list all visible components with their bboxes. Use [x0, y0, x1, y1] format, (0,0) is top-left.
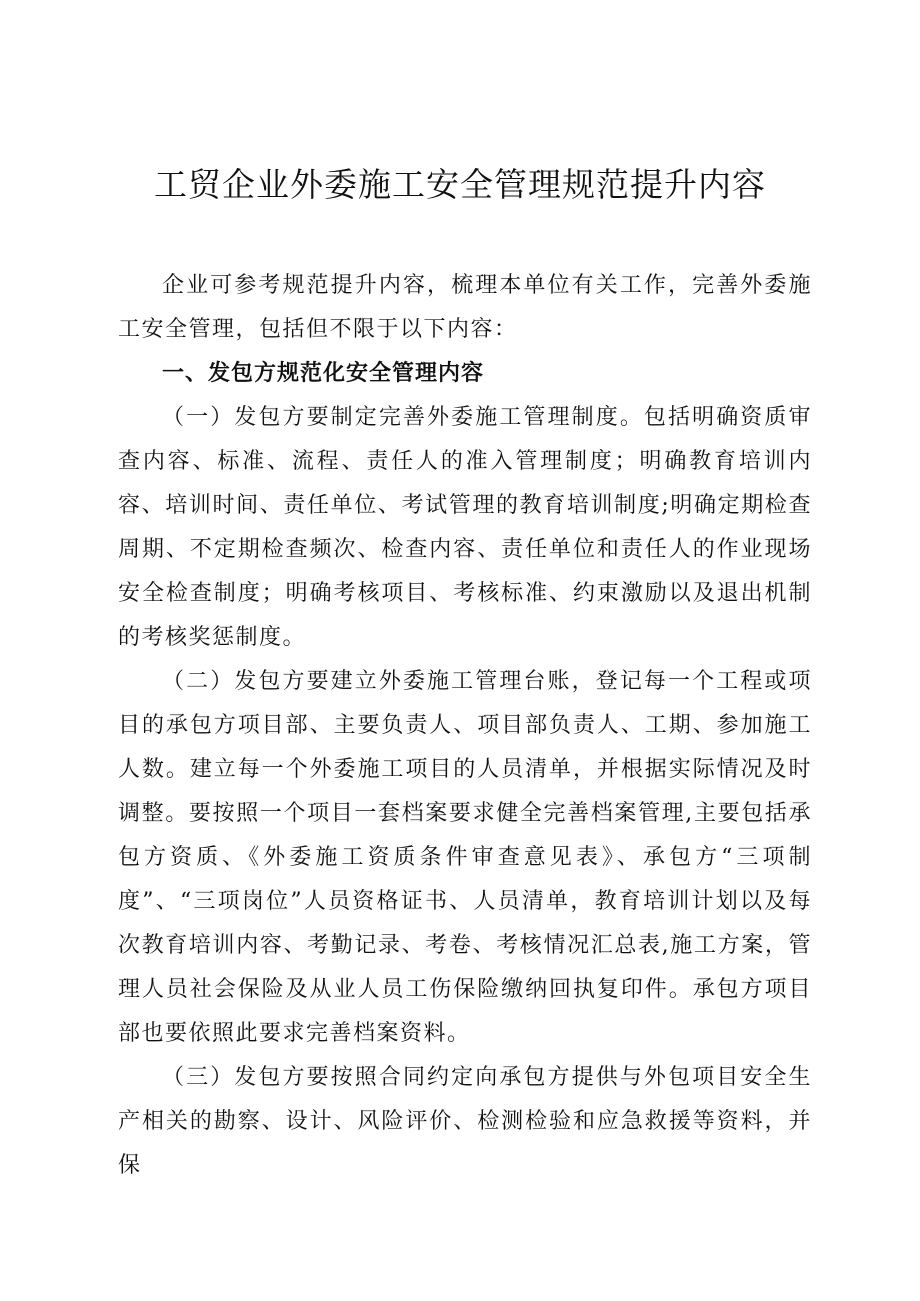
paragraph-2: （二）发包方要建立外委施工管理台账，登记每一个工程或项目的承包方项目部、主要负责人、项目部负责人、工期、参加施工人数。建立每一个外委施工项目的人员清单，并根据实际情况及时调整。要按照一个项目一套档案要求健全完善档案管理,主要包括承包方资质、《外委施工资质条件审查意见表》、承包方“三项制度”、“三项岗位”人员资格证书、人员清单，教育培训计划以及每次教育培训内容、考勤记录、考卷、考核情况汇总表,施工方案，管理人员社会保险及从业人员工伤保险缴纳回执复印件。承包方项目部也要依照此要求完善档案资料。 [118, 669, 812, 1046]
section-heading-1: 一、发包方规范化安全管理内容 [162, 361, 485, 386]
document-body [118, 264, 812, 1188]
paragraph-1: （一）发包方要制定完善外委施工管理制度。包括明确资质审查内容、标准、流程、责任人的准入管理制度；明确教育培训内容、培训时间、责任单位、考试管理的教育培训制度;明确定期检查周期、不定期检查频次、检查内容、责任单位和责任人的作业现场安全检查制度；明确考核项目、考核标准、约束激励以及退出机制的考核奖惩制度。 [118, 405, 812, 650]
document-title: 工贸企业外委施工安全管理规范提升内容 [154, 165, 766, 204]
paragraph-3: （三）发包方要按照合同约定向承包方提供与外包项目安全生产相关的勘察、设计、风险评价、检测检验和应急救援等资料，并保 [118, 1065, 812, 1178]
intro-paragraph: 企业可参考规范提升内容，梳理本单位有关工作，完善外委施工安全管理，包括但不限于以下内容： [118, 273, 812, 342]
